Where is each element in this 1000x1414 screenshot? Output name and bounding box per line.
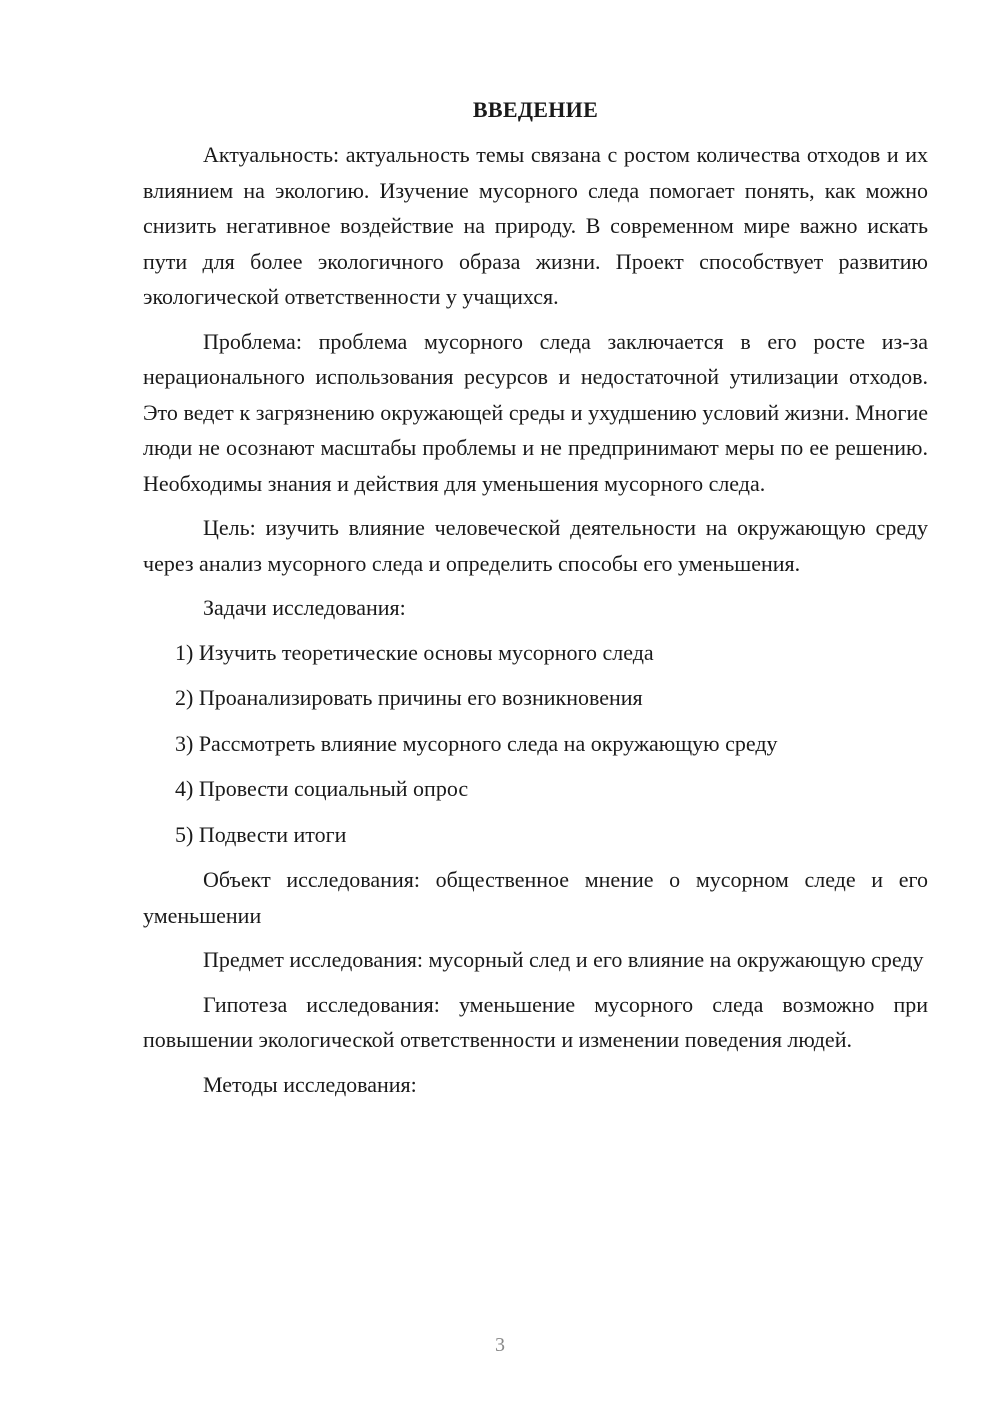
goal-paragraph: Цель: изучить влияние человеческой деятельности на окружающую среду через анализ мусорного следа и определить способы его уменьшения. (143, 515, 928, 576)
object-paragraph: Объект исследования: общественное мнение о мусорном следе и его уменьшении (143, 867, 928, 928)
tasks-list (143, 635, 928, 853)
list-item: 2) Проанализировать причины его возникновения (175, 685, 643, 710)
subject-paragraph: Предмет исследования: мусорный след и его влияние на окружающую среду (203, 947, 924, 972)
document-page (143, 95, 928, 1111)
hypothesis-paragraph: Гипотеза исследования: уменьшение мусорного следа возможно при повышении экологической ответственности и изменении поведения людей. (143, 991, 928, 1052)
page-title: ВВЕДЕНИЕ (472, 97, 599, 122)
problem-paragraph: Проблема: проблема мусорного следа заключается в его росте из-за нерационального использования ресурсов и недостаточной утилизации отходов. Это ведет к загрязнению окружающей среды и ухудшению условий жизни. Многие люди не осознают масштабы проблемы и не предпринимают меры по ее решению. Необходимы знания и действия для уменьшения мусорного следа. (143, 328, 928, 496)
tasks-heading: Задачи исследования: (203, 595, 406, 620)
methods-heading: Методы исследования: (203, 1071, 417, 1097)
list-item: 4) Провести социальный опрос (175, 776, 469, 801)
list-item: 1) Изучить теоретические основы мусорного следа (175, 639, 654, 665)
list-item: 3) Рассмотреть влияние мусорного следа на окружающую среду (175, 730, 778, 756)
list-item: 5) Подвести итоги (175, 821, 347, 847)
relevance-paragraph: Актуальность: актуальность темы связана с ростом количества отходов и их влиянием на экологию. Изучение мусорного следа помогает понять, как можно снизить негативное воздействие на природу. В современном мире важно искать пути для более экологичного образа жизни. Проект способствует развитию экологической ответственности у учащихся. (143, 142, 928, 309)
page-number: 3 (495, 1334, 505, 1356)
